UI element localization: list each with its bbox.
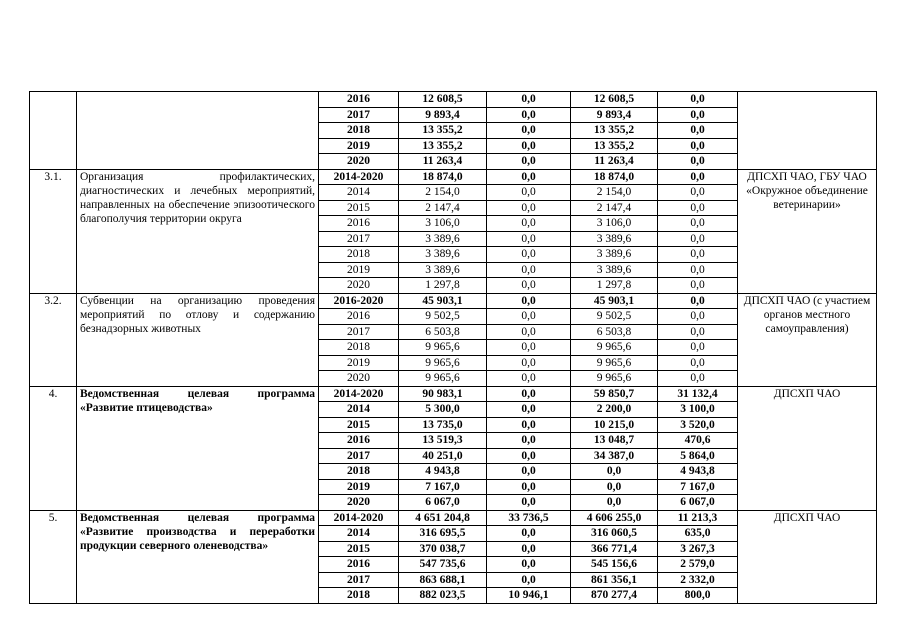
other-cell: 0,0 [658,123,738,139]
federal-cell: 0,0 [487,293,571,309]
measure-name: Ведомственная целевая программа «Развитие производства и переработки продукции северного оленеводства» [77,510,319,603]
measure-name: Субвенции на организацию проведения мероприятий по отлову и содержанию безнадзорных животных [77,293,319,386]
year-cell: 2014 [319,185,399,201]
regional-cell: 45 903,1 [571,293,658,309]
year-cell: 2017 [319,231,399,247]
regional-cell: 18 874,0 [571,169,658,185]
total-cell: 3 106,0 [399,216,487,232]
year-cell: 2019 [319,355,399,371]
year-cell: 2020 [319,154,399,170]
year-cell: 2019 [319,479,399,495]
other-cell: 0,0 [658,324,738,340]
total-cell: 6 067,0 [399,495,487,511]
federal-cell: 0,0 [487,572,571,588]
year-cell: 2016 [319,433,399,449]
regional-cell: 366 771,4 [571,541,658,557]
year-cell: 2015 [319,200,399,216]
total-cell: 40 251,0 [399,448,487,464]
regional-cell: 3 389,6 [571,231,658,247]
year-cell: 2019 [319,262,399,278]
year-cell: 2020 [319,278,399,294]
year-cell: 2014-2020 [319,386,399,402]
federal-cell: 0,0 [487,355,571,371]
federal-cell: 0,0 [487,371,571,387]
year-cell: 2018 [319,340,399,356]
other-cell: 0,0 [658,154,738,170]
year-cell: 2016 [319,557,399,573]
total-cell: 2 154,0 [399,185,487,201]
other-cell: 0,0 [658,138,738,154]
total-cell: 9 965,6 [399,371,487,387]
regional-cell: 9 893,4 [571,107,658,123]
total-cell: 12 608,5 [399,92,487,108]
total-cell: 370 038,7 [399,541,487,557]
federal-cell: 0,0 [487,278,571,294]
other-cell: 635,0 [658,526,738,542]
total-cell: 13 355,2 [399,138,487,154]
regional-cell: 9 965,6 [571,371,658,387]
total-cell: 13 355,2 [399,123,487,139]
regional-cell: 13 355,2 [571,123,658,139]
federal-cell: 0,0 [487,557,571,573]
total-cell: 547 735,6 [399,557,487,573]
total-cell: 882 023,5 [399,588,487,604]
other-cell: 0,0 [658,185,738,201]
other-cell: 31 132,4 [658,386,738,402]
total-cell: 9 893,4 [399,107,487,123]
regional-cell: 9 965,6 [571,355,658,371]
federal-cell: 0,0 [487,479,571,495]
regional-cell: 2 154,0 [571,185,658,201]
federal-cell: 0,0 [487,495,571,511]
year-cell: 2020 [319,371,399,387]
total-cell: 5 300,0 [399,402,487,418]
other-cell: 0,0 [658,293,738,309]
other-cell: 0,0 [658,355,738,371]
total-cell: 863 688,1 [399,572,487,588]
federal-cell: 33 736,5 [487,510,571,526]
other-cell: 800,0 [658,588,738,604]
year-cell: 2014 [319,402,399,418]
table-row [30,92,877,108]
regional-cell: 59 850,7 [571,386,658,402]
item-number [30,92,77,170]
regional-cell: 2 147,4 [571,200,658,216]
regional-cell: 3 389,6 [571,262,658,278]
year-cell: 2014 [319,526,399,542]
regional-cell: 6 503,8 [571,324,658,340]
regional-cell: 870 277,4 [571,588,658,604]
executor-cell: ДПСХП ЧАО [738,510,877,603]
regional-cell: 34 387,0 [571,448,658,464]
federal-cell: 0,0 [487,92,571,108]
other-cell: 2 332,0 [658,572,738,588]
year-cell: 2020 [319,495,399,511]
measure-name: Организация профилактических, диагностических и лечебных мероприятий, направленных на обеспечение эпизоотического благополучия территории округа [77,169,319,293]
table-row [30,293,877,309]
year-cell: 2016 [319,216,399,232]
federal-cell: 0,0 [487,169,571,185]
regional-cell: 4 606 255,0 [571,510,658,526]
regional-cell: 3 106,0 [571,216,658,232]
federal-cell: 0,0 [487,138,571,154]
regional-cell: 12 608,5 [571,92,658,108]
budget-table [29,91,877,604]
federal-cell: 0,0 [487,231,571,247]
total-cell: 90 983,1 [399,386,487,402]
other-cell: 0,0 [658,216,738,232]
table-row [30,169,877,185]
federal-cell: 0,0 [487,526,571,542]
other-cell: 3 100,0 [658,402,738,418]
regional-cell: 1 297,8 [571,278,658,294]
total-cell: 18 874,0 [399,169,487,185]
year-cell: 2018 [319,123,399,139]
table-row [30,386,877,402]
other-cell: 3 267,3 [658,541,738,557]
executor-cell: ДПСХП ЧАО, ГБУ ЧАО «Окружное объединение ветеринарии» [738,169,877,293]
total-cell: 9 965,6 [399,340,487,356]
year-cell: 2018 [319,464,399,480]
other-cell: 2 579,0 [658,557,738,573]
other-cell: 0,0 [658,92,738,108]
year-cell: 2017 [319,448,399,464]
item-number: 5. [30,510,77,603]
other-cell: 0,0 [658,231,738,247]
other-cell: 0,0 [658,200,738,216]
executor-cell: ДПСХП ЧАО (с участием органов местного самоуправления) [738,293,877,386]
year-cell: 2014-2020 [319,510,399,526]
measure-name [77,92,319,170]
total-cell: 4 651 204,8 [399,510,487,526]
federal-cell: 0,0 [487,262,571,278]
total-cell: 1 297,8 [399,278,487,294]
regional-cell: 0,0 [571,464,658,480]
total-cell: 13 519,3 [399,433,487,449]
year-cell: 2019 [319,138,399,154]
executor-cell [738,92,877,170]
federal-cell: 0,0 [487,123,571,139]
other-cell: 4 943,8 [658,464,738,480]
total-cell: 9 502,5 [399,309,487,325]
federal-cell: 0,0 [487,541,571,557]
item-number: 4. [30,386,77,510]
federal-cell: 0,0 [487,402,571,418]
regional-cell: 9 965,6 [571,340,658,356]
total-cell: 3 389,6 [399,231,487,247]
year-cell: 2015 [319,541,399,557]
other-cell: 0,0 [658,107,738,123]
federal-cell: 0,0 [487,154,571,170]
other-cell: 0,0 [658,309,738,325]
federal-cell: 0,0 [487,386,571,402]
year-cell: 2017 [319,324,399,340]
total-cell: 45 903,1 [399,293,487,309]
total-cell: 11 263,4 [399,154,487,170]
regional-cell: 13 355,2 [571,138,658,154]
other-cell: 470,6 [658,433,738,449]
total-cell: 3 389,6 [399,262,487,278]
regional-cell: 11 263,4 [571,154,658,170]
other-cell: 0,0 [658,371,738,387]
year-cell: 2017 [319,107,399,123]
regional-cell: 0,0 [571,479,658,495]
federal-cell: 0,0 [487,247,571,263]
other-cell: 0,0 [658,262,738,278]
year-cell: 2017 [319,572,399,588]
item-number: 3.1. [30,169,77,293]
other-cell: 6 067,0 [658,495,738,511]
federal-cell: 0,0 [487,448,571,464]
year-cell: 2016-2020 [319,293,399,309]
total-cell: 3 389,6 [399,247,487,263]
measure-name: Ведомственная целевая программа «Развитие птицеводства» [77,386,319,510]
total-cell: 316 695,5 [399,526,487,542]
other-cell: 11 213,3 [658,510,738,526]
federal-cell: 0,0 [487,309,571,325]
regional-cell: 0,0 [571,495,658,511]
total-cell: 7 167,0 [399,479,487,495]
federal-cell: 0,0 [487,340,571,356]
other-cell: 0,0 [658,247,738,263]
table-row [30,510,877,526]
year-cell: 2016 [319,92,399,108]
year-cell: 2018 [319,247,399,263]
regional-cell: 13 048,7 [571,433,658,449]
other-cell: 0,0 [658,278,738,294]
total-cell: 6 503,8 [399,324,487,340]
regional-cell: 545 156,6 [571,557,658,573]
federal-cell: 0,0 [487,464,571,480]
other-cell: 0,0 [658,340,738,356]
total-cell: 4 943,8 [399,464,487,480]
federal-cell: 0,0 [487,200,571,216]
total-cell: 13 735,0 [399,417,487,433]
item-number: 3.2. [30,293,77,386]
total-cell: 2 147,4 [399,200,487,216]
regional-cell: 10 215,0 [571,417,658,433]
federal-cell: 10 946,1 [487,588,571,604]
federal-cell: 0,0 [487,324,571,340]
total-cell: 9 965,6 [399,355,487,371]
regional-cell: 2 200,0 [571,402,658,418]
other-cell: 5 864,0 [658,448,738,464]
federal-cell: 0,0 [487,185,571,201]
year-cell: 2018 [319,588,399,604]
year-cell: 2015 [319,417,399,433]
federal-cell: 0,0 [487,107,571,123]
table-body [30,92,877,604]
regional-cell: 9 502,5 [571,309,658,325]
year-cell: 2014-2020 [319,169,399,185]
other-cell: 0,0 [658,169,738,185]
federal-cell: 0,0 [487,417,571,433]
regional-cell: 316 060,5 [571,526,658,542]
executor-cell: ДПСХП ЧАО [738,386,877,510]
regional-cell: 3 389,6 [571,247,658,263]
other-cell: 7 167,0 [658,479,738,495]
federal-cell: 0,0 [487,433,571,449]
regional-cell: 861 356,1 [571,572,658,588]
federal-cell: 0,0 [487,216,571,232]
year-cell: 2016 [319,309,399,325]
other-cell: 3 520,0 [658,417,738,433]
